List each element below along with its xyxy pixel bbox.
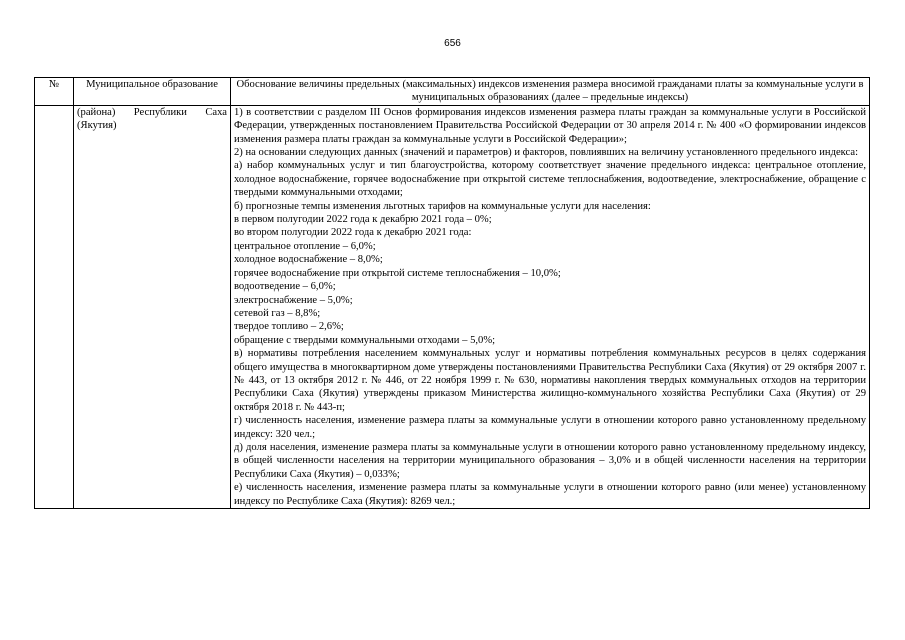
table-header-row [35, 78, 870, 106]
row-justification [231, 105, 870, 508]
justification-paragraph: электроснабжение – 5,0%; [234, 294, 353, 306]
header-municipality: Муниципальное образование [74, 78, 231, 106]
justification-paragraph: б) прогнозные темпы изменения льготных тарифов на коммунальные услуги для населения: [234, 200, 651, 212]
justification-paragraph: во втором полугодии 2022 года к декабрю 2021 года: [234, 227, 472, 239]
row-number [35, 105, 74, 508]
header-justification: Обоснование величины предельных (максимальных) индексов изменения размера вносимой гражданами платы за коммунальные услуги в муниципальных образованиях (далее – предельные индексы) [231, 78, 870, 106]
justification-paragraph: 2) на основании следующих данных (значений и параметров) и факторов, повлиявших на величину установленного предельного индекса: [234, 147, 859, 159]
row-municipality: (района) Республики Саха (Якутия) [74, 105, 231, 508]
page-number: 656 [444, 38, 461, 49]
justification-paragraph: г) численность населения, изменение размера платы за коммунальные услуги в отношении которого равно установленному предельному индексу: 320 чел.; [234, 415, 866, 440]
table-row [35, 105, 870, 508]
justification-paragraph: в первом полугодии 2022 года к декабрю 2021 года – 0%; [234, 214, 492, 226]
justification-paragraph: центральное отопление – 6,0%; [234, 240, 376, 252]
justification-paragraph: холодное водоснабжение – 8,0%; [234, 254, 383, 266]
justification-paragraph: е) численность населения, изменение размера платы за коммунальные услуги в отношении которого равно (или менее) установленному индексу по Республике Саха (Якутия): 8269 чел.; [234, 482, 866, 507]
justification-paragraph: обращение с твердыми коммунальными отходами – 5,0%; [234, 334, 496, 346]
justification-paragraph: д) доля населения, изменение размера платы за коммунальные услуги в отношении которого равно установленному предельному индексу, в общей численности населения на территории муниципального образования – 3,0% и в общей численности населения на территории Республики Саха (Якутия) – 0,033%; [234, 441, 866, 480]
justification-paragraph: а) набор коммунальных услуг и тип благоустройства, которому соответствует значение предельного индекса: центральное отопление, холодное водоснабжение, горячее водоснабжение при открытой системе теплоснабжения, водоотведение, электроснабжение, обращение с твердыми коммунальными отходами; [234, 160, 866, 199]
justification-paragraph: горячее водоснабжение при открытой системе теплоснабжения – 10,0%; [234, 267, 561, 279]
justification-paragraph: 1) в соответствии с разделом III Основ формирования индексов изменения размера платы граждан за коммунальные услуги в Российской Федерации, утвержденных постановлением Правительства Российской Федерации от 30 апреля 2014 г. № 400 «О формировании индексов изменения размера платы граждан за коммунальные услуги в Российской Федерации»; [234, 106, 866, 145]
justification-paragraph: водоотведение – 6,0%; [234, 281, 336, 293]
justification-table [34, 77, 870, 509]
justification-paragraph: в) нормативы потребления населением коммунальных услуг и нормативы потребления коммунальных ресурсов в целях содержания общего имущества в многоквартирном доме утверждены постановлениями Правительства Республики Саха (Якутия) от 29 октября 2007 г. № 443, от 13 октября 2012 г. № 446, от 22 ноября 1999 г. № 630, нормативы накопления твердых коммунальных отходов на территории Республики Саха (Якутия) утверждены приказом Министерства жилищно-коммунального хозяйства Республики Саха (Якутия) от 29 октября 2018 г. № 443-п; [234, 348, 866, 413]
justification-paragraph: сетевой газ – 8,8%; [234, 307, 321, 319]
justification-paragraph: твердое топливо – 2,6%; [234, 321, 344, 333]
header-number: № [35, 78, 74, 106]
